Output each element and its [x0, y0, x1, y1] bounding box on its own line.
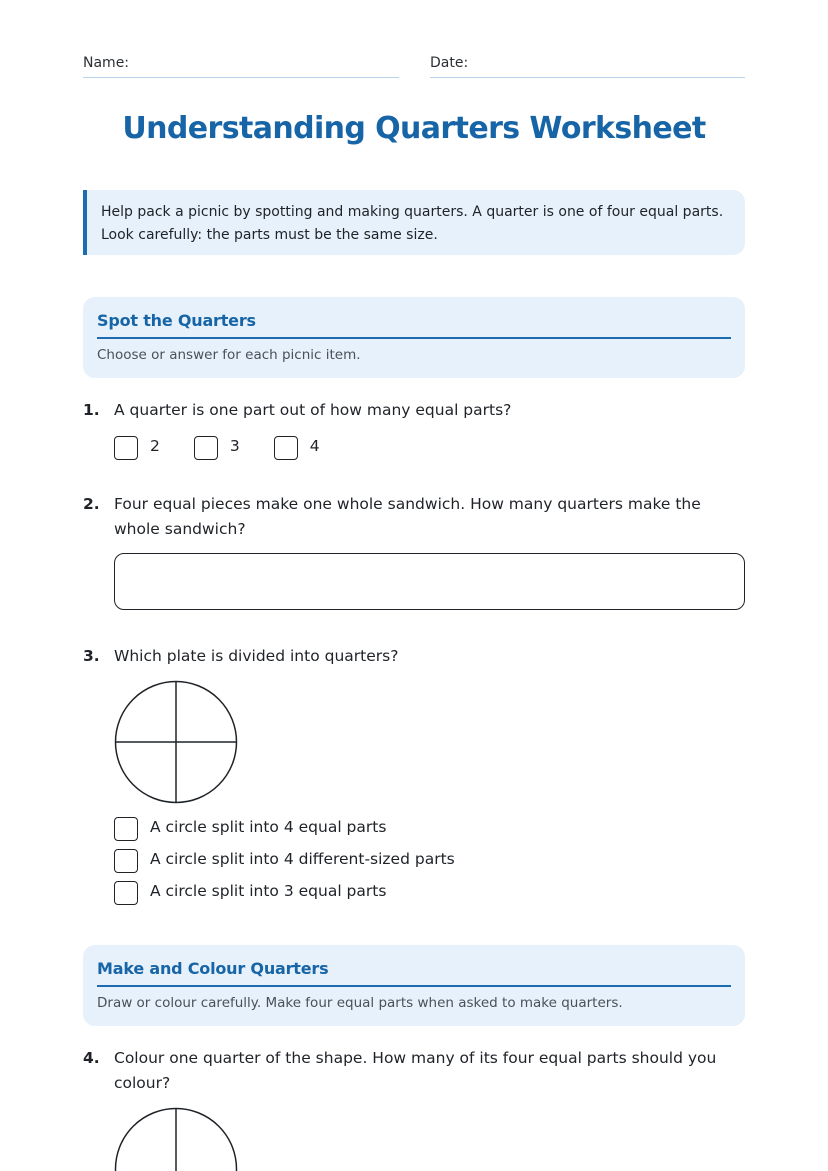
intro-callout: [83, 190, 745, 255]
plate-quarters-figure: [114, 680, 238, 804]
option-label: 3: [229, 437, 240, 455]
question-text: Which plate is divided into quarters?: [114, 647, 399, 665]
question-number: 3.: [83, 647, 100, 665]
question-3-options: [114, 815, 455, 911]
option-label: A circle split into 4 equal parts: [150, 818, 387, 836]
question-text: Four equal pieces make one whole sandwich. How many quarters make the whole sandwich?: [114, 495, 701, 538]
question-number: 4.: [83, 1049, 100, 1067]
section-subtitle: Choose or answer for each picnic item.: [97, 347, 361, 363]
checkbox[interactable]: [114, 849, 138, 873]
question-text: Colour one quarter of the shape. How many of its four equal parts should you colour?: [114, 1049, 717, 1092]
question-2: [83, 492, 745, 542]
section-heading: Make and Colour Quarters: [97, 959, 731, 987]
intro-line-1: Help pack a picnic by spotting and making quarters. A quarter is one of four equal parts.: [101, 204, 724, 220]
name-label: Name:: [83, 55, 130, 71]
option-label: A circle split into 3 equal parts: [150, 882, 387, 900]
checkbox[interactable]: [114, 881, 138, 905]
date-field[interactable]: [430, 52, 745, 78]
shape-quarters-figure[interactable]: [114, 1107, 238, 1171]
option-2[interactable]: [114, 432, 160, 460]
option-label: 2: [150, 437, 160, 455]
worksheet-title: Understanding Quarters Worksheet: [122, 111, 706, 146]
option-3[interactable]: [194, 432, 240, 460]
checkbox[interactable]: [274, 436, 298, 460]
section-make-and-colour-quarters: [83, 945, 745, 1026]
section-spot-the-quarters: [83, 297, 745, 378]
question-number: 2.: [83, 495, 100, 513]
question-1-options: [114, 432, 354, 460]
answer-input-box[interactable]: [114, 553, 745, 610]
question-number: 1.: [83, 401, 100, 419]
question-3: [83, 644, 745, 669]
date-label: Date:: [430, 55, 469, 71]
question-4: [83, 1046, 745, 1096]
question-text: A quarter is one part out of how many equal parts?: [114, 401, 512, 419]
option-equal-3[interactable]: [114, 879, 455, 903]
option-different-4[interactable]: [114, 847, 455, 871]
section-subtitle: Draw or colour carefully. Make four equal parts when asked to make quarters.: [97, 995, 623, 1011]
checkbox[interactable]: [114, 817, 138, 841]
option-equal-4[interactable]: [114, 815, 455, 839]
intro-line-2: Look carefully: the parts must be the same size.: [101, 227, 438, 243]
checkbox[interactable]: [194, 436, 218, 460]
option-4[interactable]: [274, 432, 320, 460]
question-1: [83, 398, 745, 423]
section-heading: Spot the Quarters: [97, 311, 731, 339]
option-label: A circle split into 4 different-sized parts: [150, 850, 455, 868]
name-field[interactable]: [83, 52, 399, 78]
checkbox[interactable]: [114, 436, 138, 460]
option-label: 4: [309, 437, 320, 455]
